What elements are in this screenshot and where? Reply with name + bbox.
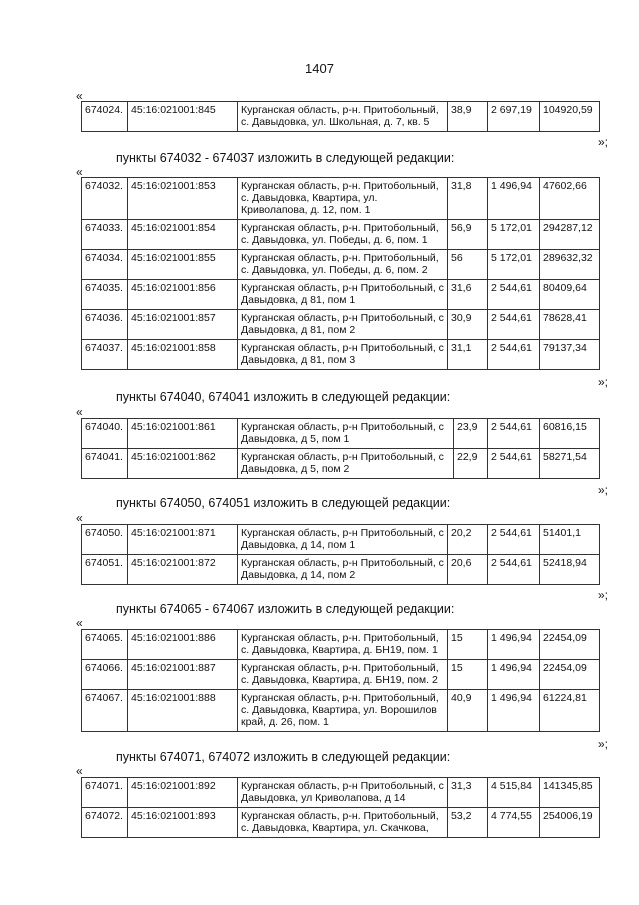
- cadastral-cost: 47602,66: [540, 178, 600, 220]
- amendment-intro: пункты 674065 - 674067 изложить в следующей редакции:: [116, 602, 455, 616]
- amendment-intro: пункты 674071, 674072 изложить в следующей редакции:: [116, 750, 451, 764]
- cadastral-cost: 289632,32: [540, 250, 600, 280]
- address: Курганская область, р-н. Притобольный, с. Давыдовка, Квартира, ул. Криволапова, д. 12, пом. 1: [238, 178, 448, 220]
- open-quote: «: [76, 616, 83, 630]
- table-row: [82, 220, 600, 250]
- area-value: 53,2: [448, 808, 488, 838]
- address: Курганская область, р-н. Притобольный, с. Давыдовка, Квартира, ул. Ворошилов край, д. 26, пом. 1: [238, 690, 448, 732]
- open-quote: «: [76, 511, 83, 525]
- area-value: 30,9: [448, 310, 488, 340]
- item-number: 674024.: [82, 102, 128, 132]
- item-number: 674065.: [82, 630, 128, 660]
- item-number: 674036.: [82, 310, 128, 340]
- cadastral-rate: 5 172,01: [488, 250, 540, 280]
- cadastral-rate: 4 515,84: [488, 778, 540, 808]
- cadastral-cost: 58271,54: [540, 449, 600, 479]
- address: Курганская область, р-н Притобольный, с Давыдовка, ул Криволапова, д 14: [238, 778, 448, 808]
- cadastral-rate: 1 496,94: [488, 630, 540, 660]
- registry-table: [81, 629, 600, 732]
- cadastral-rate: 2 544,61: [488, 419, 540, 449]
- cadastral-cost: 254006,19: [540, 808, 600, 838]
- registry-table: [81, 101, 600, 132]
- table-row: [82, 690, 600, 732]
- item-number: 674071.: [82, 778, 128, 808]
- cadastral-number: 45:16:021001:855: [128, 250, 238, 280]
- address: Курганская область, р-н. Притобольный, с. Давыдовка, Квартира, д. БН19, пом. 2: [238, 660, 448, 690]
- item-number: 674072.: [82, 808, 128, 838]
- open-quote: «: [76, 89, 83, 103]
- table-row: [82, 630, 600, 660]
- area-value: 31,3: [448, 778, 488, 808]
- amendment-intro: пункты 674050, 674051 изложить в следующей редакции:: [116, 496, 451, 510]
- area-value: 31,1: [448, 340, 488, 370]
- cadastral-number: 45:16:021001:886: [128, 630, 238, 660]
- cadastral-number: 45:16:021001:861: [128, 419, 238, 449]
- area-value: 56: [448, 250, 488, 280]
- cadastral-number: 45:16:021001:892: [128, 778, 238, 808]
- address: Курганская область, р-н Притобольный, с Давыдовка, д 5, пом 2: [238, 449, 454, 479]
- registry-table: [81, 524, 600, 585]
- address: Курганская область, р-н Притобольный, с Давыдовка, д 14, пом 2: [238, 555, 448, 585]
- close-quote: »;: [598, 737, 609, 751]
- close-quote: »;: [598, 375, 609, 389]
- address: Курганская область, р-н. Притобольный, с. Давыдовка, Квартира, ул. Скачкова,: [238, 808, 448, 838]
- registry-table: [81, 777, 600, 838]
- open-quote: «: [76, 405, 83, 419]
- cadastral-cost: 60816,15: [540, 419, 600, 449]
- cadastral-number: 45:16:021001:856: [128, 280, 238, 310]
- table-row: [82, 419, 600, 449]
- table-row: [82, 280, 600, 310]
- table-row: [82, 250, 600, 280]
- table-row: [82, 808, 600, 838]
- cadastral-rate: 2 544,61: [488, 340, 540, 370]
- area-value: 40,9: [448, 690, 488, 732]
- cadastral-number: 45:16:021001:857: [128, 310, 238, 340]
- table-row: [82, 555, 600, 585]
- table-row: [82, 102, 600, 132]
- cadastral-number: 45:16:021001:887: [128, 660, 238, 690]
- item-number: 674037.: [82, 340, 128, 370]
- address: Курганская область, р-н. Притобольный, с. Давыдовка, ул. Школьная, д. 7, кв. 5: [238, 102, 448, 132]
- area-value: 38,9: [448, 102, 488, 132]
- item-number: 674050.: [82, 525, 128, 555]
- cadastral-number: 45:16:021001:853: [128, 178, 238, 220]
- cadastral-rate: 2 544,61: [488, 280, 540, 310]
- area-value: 15: [448, 660, 488, 690]
- cadastral-cost: 61224,81: [540, 690, 600, 732]
- item-number: 674040.: [82, 419, 128, 449]
- cadastral-rate: 2 697,19: [488, 102, 540, 132]
- item-number: 674034.: [82, 250, 128, 280]
- cadastral-number: 45:16:021001:893: [128, 808, 238, 838]
- registry-table: [81, 418, 600, 479]
- area-value: 20,2: [448, 525, 488, 555]
- close-quote: »;: [598, 483, 609, 497]
- area-value: 15: [448, 630, 488, 660]
- page-number: 1407: [305, 61, 334, 76]
- item-number: 674035.: [82, 280, 128, 310]
- cadastral-number: 45:16:021001:845: [128, 102, 238, 132]
- address: Курганская область, р-н Притобольный, с Давыдовка, д 5, пом 1: [238, 419, 454, 449]
- item-number: 674051.: [82, 555, 128, 585]
- cadastral-number: 45:16:021001:872: [128, 555, 238, 585]
- cadastral-rate: 1 496,94: [488, 660, 540, 690]
- address: Курганская область, р-н Притобольный, с Давыдовка, д 81, пом 1: [238, 280, 448, 310]
- amendment-intro: пункты 674040, 674041 изложить в следующей редакции:: [116, 390, 451, 404]
- item-number: 674032.: [82, 178, 128, 220]
- table-row: [82, 178, 600, 220]
- item-number: 674067.: [82, 690, 128, 732]
- cadastral-cost: 79137,34: [540, 340, 600, 370]
- item-number: 674033.: [82, 220, 128, 250]
- open-quote: «: [76, 764, 83, 778]
- cadastral-cost: 80409,64: [540, 280, 600, 310]
- item-number: 674066.: [82, 660, 128, 690]
- area-value: 22,9: [454, 449, 488, 479]
- close-quote: »;: [598, 588, 609, 602]
- cadastral-cost: 104920,59: [540, 102, 600, 132]
- cadastral-cost: 52418,94: [540, 555, 600, 585]
- area-value: 23,9: [454, 419, 488, 449]
- cadastral-cost: 22454,09: [540, 660, 600, 690]
- registry-table: [81, 177, 600, 370]
- table-row: [82, 310, 600, 340]
- cadastral-cost: 22454,09: [540, 630, 600, 660]
- cadastral-cost: 51401,1: [540, 525, 600, 555]
- address: Курганская область, р-н. Притобольный, с. Давыдовка, ул. Победы, д. 6, пом. 1: [238, 220, 448, 250]
- cadastral-number: 45:16:021001:862: [128, 449, 238, 479]
- close-quote: »;: [598, 135, 609, 149]
- table-row: [82, 340, 600, 370]
- cadastral-rate: 2 544,61: [488, 555, 540, 585]
- address: Курганская область, р-н. Притобольный, с. Давыдовка, ул. Победы, д. 6, пом. 2: [238, 250, 448, 280]
- table-row: [82, 449, 600, 479]
- cadastral-number: 45:16:021001:854: [128, 220, 238, 250]
- address: Курганская область, р-н Притобольный, с Давыдовка, д 81, пом 3: [238, 340, 448, 370]
- cadastral-cost: 78628,41: [540, 310, 600, 340]
- address: Курганская область, р-н Притобольный, с Давыдовка, д 14, пом 1: [238, 525, 448, 555]
- cadastral-rate: 2 544,61: [488, 449, 540, 479]
- open-quote: «: [76, 165, 83, 179]
- address: Курганская область, р-н. Притобольный, с. Давыдовка, Квартира, д. БН19, пом. 1: [238, 630, 448, 660]
- cadastral-rate: 1 496,94: [488, 690, 540, 732]
- cadastral-number: 45:16:021001:858: [128, 340, 238, 370]
- area-value: 56,9: [448, 220, 488, 250]
- table-row: [82, 525, 600, 555]
- cadastral-cost: 141345,85: [540, 778, 600, 808]
- area-value: 20,6: [448, 555, 488, 585]
- area-value: 31,6: [448, 280, 488, 310]
- cadastral-rate: 2 544,61: [488, 525, 540, 555]
- cadastral-rate: 2 544,61: [488, 310, 540, 340]
- cadastral-number: 45:16:021001:888: [128, 690, 238, 732]
- cadastral-rate: 5 172,01: [488, 220, 540, 250]
- area-value: 31,8: [448, 178, 488, 220]
- table-row: [82, 778, 600, 808]
- cadastral-rate: 4 774,55: [488, 808, 540, 838]
- cadastral-number: 45:16:021001:871: [128, 525, 238, 555]
- item-number: 674041.: [82, 449, 128, 479]
- address: Курганская область, р-н Притобольный, с Давыдовка, д 81, пом 2: [238, 310, 448, 340]
- amendment-intro: пункты 674032 - 674037 изложить в следующей редакции:: [116, 151, 455, 165]
- cadastral-rate: 1 496,94: [488, 178, 540, 220]
- table-row: [82, 660, 600, 690]
- cadastral-cost: 294287,12: [540, 220, 600, 250]
